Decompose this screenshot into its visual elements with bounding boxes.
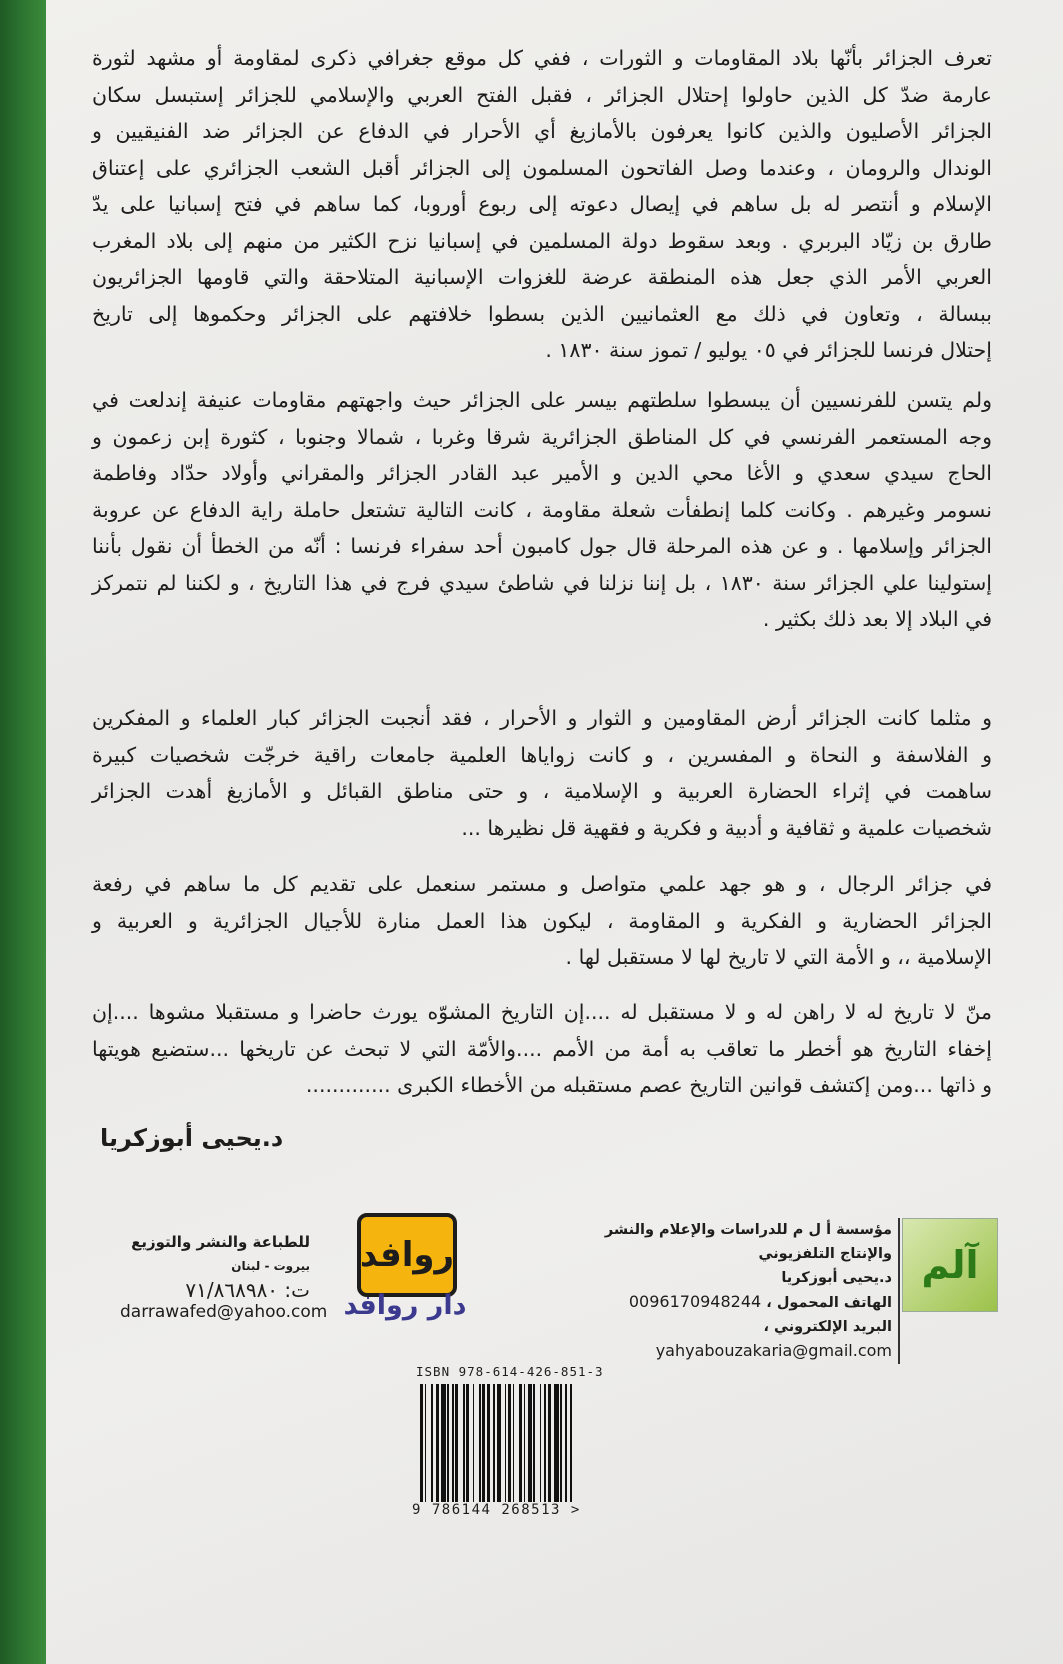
paragraph: [92, 382, 992, 638]
text-line: الجزائر الأصليون والذين كانوا يعرفون بالأمازيغ أي الأحرار في الدفاع عن الجزائر ضد الفنيقيين و: [92, 119, 992, 143]
text-line: في البلاد إلا بعد ذلك بكثير .: [762, 607, 992, 631]
alam-logo-text: آلم: [921, 1243, 979, 1287]
barcode-bar: [572, 1384, 574, 1502]
author-signature: د.يحيى أبوزكريا: [100, 1124, 284, 1152]
rawafed-info: [110, 1230, 310, 1302]
barcode: [420, 1384, 612, 1502]
alam-person: د.يحيى أبوزكريا: [781, 1270, 892, 1286]
paragraph: [92, 700, 992, 846]
text-line: منّ لا تاريخ له لا راهن له و لا مستقبل له ....إن التاريخ المشوّه يورث حاضرا و مستقبلا مشوها ....إن: [92, 1000, 992, 1024]
rawafed-city: بيروت - لبنان: [231, 1259, 310, 1273]
alam-logo: [902, 1218, 998, 1312]
text-line: نسومر وغيرهم . وكانت كلما إنطفأت شعلة مقاومة ، كانت التالية تشتعل حاملة راية الدفاع عن عروبة: [92, 497, 992, 522]
alam-phone: 0096170948244: [628, 1292, 762, 1311]
text-line: الإسلامية ،، و الأمة التي لا تاريخ لها لا مستقبل لها .: [565, 945, 992, 969]
text-line: إستولينا علي الجزائر سنة ١٨٣٠ ، بل إننا نزلنا في شاطئ سيدي فرج في هذا التاريخ ، و لكننا لم نتمركز: [92, 570, 992, 595]
text-line: العربي الأمر الذي جعل هذه المنطقة عرضة للغزوات الإسبانية المتلاحقة والتي قاومها الجزائريون: [92, 265, 992, 289]
text-line: الإسلام و أنتصر له بل ساهم في إيصال دعوته إلى ربوع أوروبا، كما ساهم في فتح إسبانيا على يدّ: [92, 192, 992, 216]
alam-email-label: البريد الإلكتروني ،: [763, 1319, 892, 1335]
paragraph: [92, 40, 992, 369]
text-line: وجه المستعمر الفرنسي في كل المناطق الجزائرية شرقا وغربا ، شمالا وجنوبا ، كثورة إبن زعمون و: [92, 424, 992, 449]
text-line: و مثلما كانت الجزائر أرض المقاومين و الثوار و الأحرار ، فقد أنجبت الجزائر كبار العلماء و المفكرين: [92, 706, 992, 730]
alam-publisher-info: [552, 1218, 900, 1364]
text-line: ساهمت في إثراء الحضارة العربية و الإسلامية ، و حتى مناطق القبائل و الأمازيغ أهدت الجزائر: [92, 779, 992, 803]
text-line: الوندال والرومان ، وعندما وصل الفاتحون المسلمون إلى الجزائر أقبل الشعب الجزائري على إعتناق: [92, 155, 992, 180]
rawafed-tel: ت: ٧١/٨٦٨٩٨٠: [185, 1278, 310, 1302]
text-line: شخصيات علمية و ثقافية و أدبية و فكرية و فقهية قل نظيرها ...: [461, 815, 992, 840]
text-line: إخفاء التاريخ هو أخطر ما تعاقب به أمة من الأمم ....والأمّة التي لا تبحث عن تاريخها ...ستضيع هويتها: [92, 1036, 992, 1061]
text-line: عارمة ضدّ كل الذين حاولوا إحتلال الجزائر ، فقبل الفتح العربي والإسلامي للجزائر إستبسل سكان: [92, 82, 992, 107]
text-line: الجزائر الحضارية و الفكرية و المقاومة ، ليكون هذا العمل منارة للأجيال الجزائرية و العربية و: [92, 908, 992, 933]
text-line: و الفلاسفة و النحاة و المفسرين ، و كانت زواياها العلمية جامعات راقية خرجّت شخصيات كبيرة: [92, 742, 992, 767]
rawafed-email: darrawafed@yahoo.com: [120, 1302, 328, 1322]
alam-email: yahyabouzakaria@gmail.com: [655, 1341, 892, 1360]
text-line: إحتلال فرنسا للجزائر في ٠٥ يوليو / تموز سنة ١٨٣٠ .: [545, 338, 992, 362]
rawafed-name: دار روافد: [343, 1290, 467, 1321]
text-line: تعرف الجزائر بأنّها بلاد المقاومات و الثورات ، ففي كل موقع جغرافي ذكرى لمقاومة أو مشهد لثورة: [92, 46, 992, 70]
paragraph: [92, 866, 992, 976]
text-line: ببسالة ، وتعاون في ذلك مع العثمانيين الذين بسطوا خلافتهم على الجزائر وحكموها إلى تاريخ: [92, 301, 992, 326]
text-line: في جزائر الرجال ، و هو جهد علمي متواصل و مستمر سنعمل على تقديم كل ما ساهم في رفعة: [92, 872, 992, 896]
text-line: الجزائر وإسلامها . و عن هذه المرحلة قال جول كامبون أحد سفراء فرنسا : أنّه من الخطأ أن نقول بأننا: [92, 534, 992, 558]
book-spine-edge: [0, 0, 46, 1664]
paragraph: [92, 994, 992, 1104]
barcode-digits: 9 786144 268513 >: [412, 1502, 581, 1518]
text-line: ولم يتسن للفرنسيين أن يبسطوا سلطتهم بيسر على الجزائر حيث واجهتهم مقاومات عنيفة إندلعت في: [92, 388, 992, 412]
text-line: طارق بن زيّاد البربري . وبعد سقوط دولة المسلمين في إسبانيا نزح الكثير من منهم إلى بلاد المغرب: [92, 228, 992, 253]
rawafed-logo: [357, 1213, 457, 1297]
isbn-label: ISBN 978-614-426-851-3: [416, 1364, 604, 1379]
text-line: الحاج سيدي سعدي و الأغا محي الدين و الأمير عبد القادر الجزائر والمقراني وأولاد حدّاد وفاطمة: [92, 461, 992, 485]
rawafed-tagline: للطباعة والنشر والتوزيع: [131, 1233, 310, 1251]
alam-phone-label: الهاتف المحمول ،: [766, 1295, 892, 1311]
rawafed-logo-text: روافد: [359, 1235, 455, 1275]
alam-name: مؤسسة أ ل م للدراسات والإعلام والنشر والإنتاج التلفزيوني: [604, 1222, 892, 1262]
text-line: و ذاتها ...ومن إكتشف قوانين التاريخ عصم مستقبله من الأخطاء الكبرى .............: [305, 1073, 992, 1097]
